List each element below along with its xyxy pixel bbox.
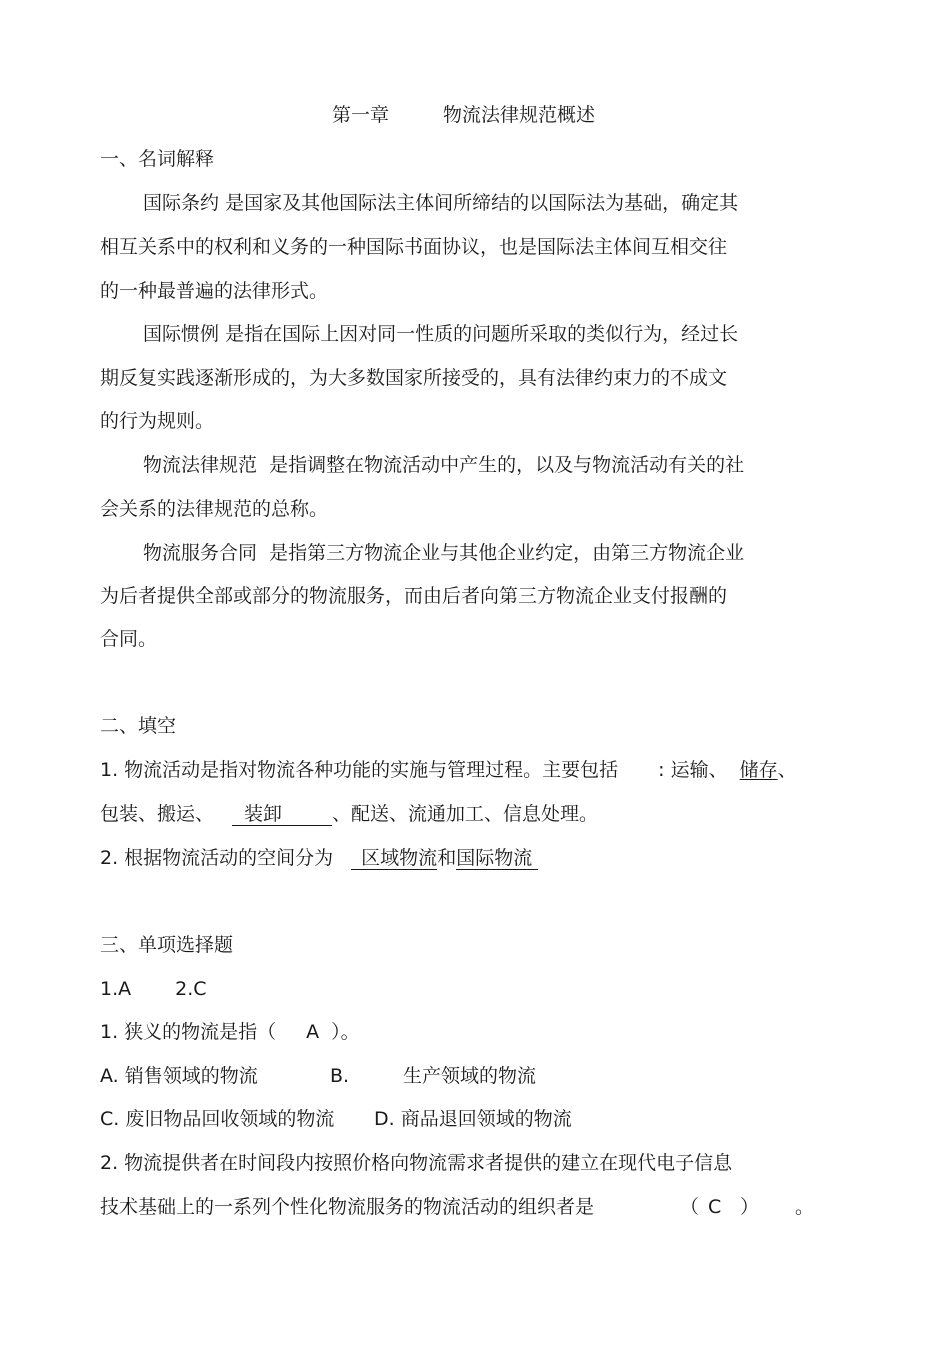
option-d: D. 商品退回领域的物流 bbox=[374, 1108, 572, 1130]
fill-blank: 装卸 bbox=[232, 803, 332, 826]
term-name: 物流法律规范 bbox=[143, 454, 258, 476]
fill-question-2: 2. 根据物流活动的空间分为 区域物流和国际物流 bbox=[100, 845, 538, 871]
term-paragraph-line bbox=[143, 190, 738, 216]
term-definition: 为后者提供全部或部分的物流服务，而由后者向第三方物流企业支付报酬的 bbox=[100, 585, 728, 607]
term-name: 国际条约 bbox=[143, 192, 220, 214]
section-heading-3: 三、单项选择题 bbox=[100, 934, 234, 956]
term-definition: 是指第三方物流企业与其他企业约定，由第三方物流企业 bbox=[269, 542, 745, 564]
term-definition: 合同。 bbox=[100, 628, 158, 650]
fill-blank: 区域物流 bbox=[351, 847, 437, 870]
chapter-number: 第一章 bbox=[332, 104, 390, 126]
term-definition: 的一种最普遍的法律形式。 bbox=[100, 280, 329, 302]
chapter-title: 物流法律规范概述 bbox=[443, 104, 596, 126]
answer-key: 1.A 2.C bbox=[100, 978, 207, 1000]
term-definition: 是指在国际上因对同一性质的问题所采取的类似行为，经过长 bbox=[225, 323, 739, 345]
choice-question-2-line-2: 技术基础上的一系列个性化物流服务的物流活动的组织者是 bbox=[100, 1196, 595, 1218]
choice-question-2-line-1: 2. 物流提供者在时间段内按照价格向物流需求者提供的建立在现代电子信息 bbox=[100, 1152, 733, 1174]
question-paren-close: ） bbox=[740, 1196, 760, 1218]
term-name: 国际惯例 bbox=[143, 323, 220, 345]
term-paragraph-line bbox=[143, 540, 744, 566]
term-paragraph-line bbox=[143, 321, 738, 347]
question-answer: A bbox=[306, 1021, 320, 1043]
term-name: 物流服务合同 bbox=[143, 542, 258, 564]
fill-blank: 储存 bbox=[739, 759, 778, 781]
question-paren-open: （ bbox=[680, 1196, 700, 1218]
term-definition: 会关系的法律规范的总称。 bbox=[100, 498, 329, 520]
fill-blank: 国际物流 bbox=[456, 847, 538, 870]
fill-question-1-line-1: 1. 物流活动是指对物流各种功能的实施与管理过程。主要包括 : 运输、 储存、 bbox=[100, 759, 797, 781]
option-b-label: B. bbox=[330, 1065, 350, 1087]
term-definition: 是国家及其他国际法主体间所缔结的以国际法为基础，确定其 bbox=[225, 192, 739, 214]
term-paragraph-line bbox=[143, 452, 744, 478]
option-b-text: 生产领域的物流 bbox=[403, 1065, 537, 1087]
question-end-mark: 。 bbox=[795, 1196, 815, 1218]
section-heading-1: 一、名词解释 bbox=[100, 148, 215, 170]
choice-question-1: 1. 狭义的物流是指（ A ）。 bbox=[100, 1021, 360, 1043]
section-heading-2: 二、填空 bbox=[100, 715, 177, 737]
option-c: C. 废旧物品回收领域的物流 bbox=[100, 1108, 335, 1130]
term-definition: 期反复实践逐渐形成的，为大多数国家所接受的，具有法律约束力的不成文 bbox=[100, 367, 728, 389]
option-a: A. 销售领域的物流 bbox=[100, 1065, 258, 1087]
term-definition: 的行为规则。 bbox=[100, 410, 215, 432]
fill-question-1-line-2: 包装、搬运、 装卸 、配送、流通加工、信息处理。 bbox=[100, 803, 599, 825]
question-answer: C bbox=[708, 1196, 722, 1218]
term-definition: 相互关系中的权利和义务的一种国际书面协议，也是国际法主体间互相交往 bbox=[100, 236, 728, 258]
term-definition: 是指调整在物流活动中产生的，以及与物流活动有关的社 bbox=[269, 454, 745, 476]
